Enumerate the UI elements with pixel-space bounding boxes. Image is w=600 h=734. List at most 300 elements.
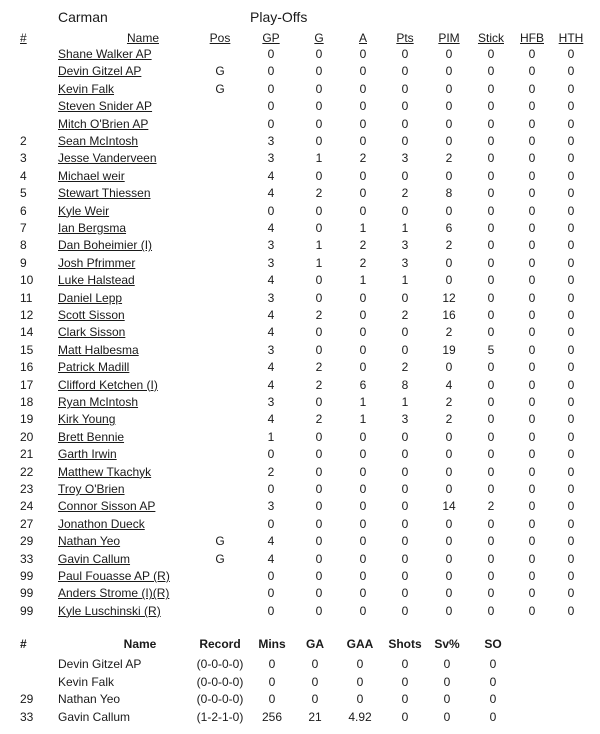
stat-pts: 0 [401,464,409,479]
stat-hth: 0 [567,447,575,462]
stat-a: 2 [359,151,367,166]
goalie-number: 29 [20,692,34,706]
stat-gp: 4 [267,186,275,201]
goalie-mins: 256 [261,709,283,724]
stat-pim: 0 [445,586,453,601]
goalie-gaa: 0 [356,657,364,671]
stat-a: 1 [359,395,367,409]
stat-pim: 16 [442,308,456,322]
goalie-header-svpct: Sv% [434,637,460,651]
stat-a: 0 [359,47,367,61]
stat-pim: 0 [445,99,453,114]
stat-pim: 0 [445,516,453,531]
stat-hfb: 0 [528,64,536,79]
stat-hfb: 0 [528,412,536,427]
player-number: 20 [20,429,34,444]
stat-hfb: 0 [528,325,536,340]
stat-hfb: 0 [528,516,536,531]
stat-gp: 4 [267,325,275,340]
stat-a: 1 [359,273,367,288]
stat-a: 2 [359,238,367,253]
stat-stick: 0 [487,447,495,462]
player-number: 12 [20,308,34,322]
stat-stick: 0 [487,134,495,148]
goalie-so: 0 [489,674,497,689]
stat-gp: 0 [267,203,275,218]
stat-pim: 0 [445,255,453,270]
player-name: Scott Sisson [58,308,125,322]
stat-hfb: 0 [528,464,536,479]
stat-a: 0 [359,516,367,531]
goalie-svpct: 0 [443,674,451,689]
stat-a: 0 [359,342,367,357]
stat-hth: 0 [567,134,575,148]
skater-header-a: A [358,31,367,45]
stat-a: 0 [359,534,367,549]
player-name: Ian Bergsma [58,221,127,235]
player-number: 17 [20,377,34,392]
stat-a: 0 [359,64,367,79]
stat-pim: 6 [445,221,453,235]
table-row [0,551,600,568]
skater-header-pos: Pos [209,31,231,45]
stat-g: 2 [315,377,323,392]
stat-pim: 0 [445,273,453,288]
stat-hth: 0 [567,360,575,375]
table-row [0,394,600,411]
table-row [0,709,600,726]
goalie-header-shots: Shots [388,637,422,651]
table-row [0,533,600,550]
stat-hfb: 0 [528,603,536,618]
stat-g: 0 [315,551,323,566]
stat-hfb: 0 [528,360,536,375]
stat-stick: 0 [487,412,495,427]
stat-a: 0 [359,168,367,183]
goalie-mins: 0 [268,692,276,706]
goalie-shots: 0 [401,692,409,706]
stat-pim: 2 [445,238,453,253]
stat-hth: 0 [567,308,575,322]
stat-g: 0 [315,81,323,96]
stat-pts: 1 [401,395,409,409]
table-row [0,307,600,324]
player-number: 22 [20,464,34,479]
goalie-record: (0-0-0-0) [196,692,244,706]
goalie-header-record: Record [199,637,241,651]
stat-pim: 0 [445,116,453,131]
stat-a: 0 [359,325,367,340]
stat-gp: 4 [267,534,275,549]
player-number: 6 [20,203,27,218]
player-name: Garth Irwin [58,447,117,462]
player-name: Matt Halbesma [58,342,139,357]
stat-hth: 0 [567,586,575,601]
player-number: 15 [20,342,34,357]
stat-hth: 0 [567,482,575,496]
stat-stick: 0 [487,395,495,409]
stat-gp: 4 [267,551,275,566]
stat-hfb: 0 [528,290,536,305]
stat-g: 0 [315,273,323,288]
stat-stick: 0 [487,482,495,496]
player-number: 24 [20,499,34,514]
player-name: Michael weir [58,168,125,183]
player-number: 19 [20,412,34,427]
stat-stick: 0 [487,586,495,601]
stat-pts: 0 [401,499,409,514]
player-number: 11 [20,290,33,305]
stat-pim: 0 [445,447,453,462]
stat-gp: 4 [267,360,275,375]
stat-pim: 0 [445,551,453,566]
stat-pts: 0 [401,429,409,444]
stat-stick: 0 [487,377,495,392]
stat-a: 0 [359,99,367,114]
stat-hfb: 0 [528,447,536,462]
stat-gp: 0 [267,447,275,462]
stat-hfb: 0 [528,116,536,131]
stat-stick: 0 [487,81,495,96]
stat-a: 0 [359,429,367,444]
stat-pts: 0 [401,134,409,148]
stat-pts: 0 [401,516,409,531]
goalie-so: 0 [489,692,497,706]
goalie-name: Devin Gitzel AP [58,657,142,671]
stat-gp: 0 [267,569,275,583]
stat-gp: 0 [267,482,275,496]
stat-a: 0 [359,308,367,322]
stat-pts: 0 [401,81,409,96]
stat-gp: 0 [267,116,275,131]
player-number: 33 [20,551,34,566]
stat-pim: 0 [445,360,453,375]
table-row [0,272,600,289]
stat-pim: 0 [445,464,453,479]
table-row [0,63,600,80]
table-row [0,377,600,394]
stat-a: 0 [359,569,367,583]
table-row [0,446,600,463]
stat-hth: 0 [567,64,575,79]
stat-pts: 1 [401,273,409,288]
stat-pim: 12 [442,290,456,305]
stat-g: 1 [315,238,323,253]
stat-gp: 4 [267,412,275,427]
stat-stick: 0 [487,221,495,235]
player-name: Steven Snider AP [58,99,153,114]
stat-hth: 0 [567,429,575,444]
team-title: Carman [58,9,108,25]
goalie-name: Gavin Callum [58,709,131,724]
stat-g: 0 [315,203,323,218]
skater-header-g: G [314,31,324,45]
stat-pts: 0 [401,534,409,549]
stat-g: 0 [315,134,323,148]
stat-hfb: 0 [528,534,536,549]
table-row [0,150,600,167]
goalie-number: 33 [20,709,34,724]
goalie-header-so: SO [484,637,502,651]
stat-hfb: 0 [528,308,536,322]
player-name: Troy O'Brien [58,482,125,496]
stat-pts: 0 [401,447,409,462]
stat-g: 0 [315,64,323,79]
stat-stick: 0 [487,360,495,375]
stat-hfb: 0 [528,255,536,270]
stat-gp: 2 [267,464,275,479]
stat-g: 0 [315,429,323,444]
stat-hth: 0 [567,342,575,357]
stat-hth: 0 [567,203,575,218]
goalie-header-num: # [20,637,27,651]
stat-hth: 0 [567,221,575,235]
stat-stick: 0 [487,255,495,270]
stat-a: 0 [359,447,367,462]
stat-gp: 3 [267,255,275,270]
stat-a: 0 [359,134,367,148]
player-number: 18 [20,395,34,409]
player-name: Matthew Tkachyk [58,464,152,479]
stat-gp: 1 [267,429,275,444]
stat-pim: 0 [445,64,453,79]
stat-gp: 0 [267,603,275,618]
stat-hfb: 0 [528,482,536,496]
player-name: Clifford Ketchen (I) [58,377,158,392]
skater-header-name: Name [126,31,159,45]
table-row [0,98,600,115]
goalie-ga: 0 [311,692,319,706]
goalie-mins: 0 [268,657,276,671]
stat-pts: 0 [401,64,409,79]
stat-g: 2 [315,308,323,322]
player-number: 23 [20,482,34,496]
stat-stick: 0 [487,64,495,79]
goalie-svpct: 0 [443,692,451,706]
stat-pim: 0 [445,603,453,618]
player-number: 3 [20,151,27,166]
goalie-ga: 21 [308,709,322,724]
player-number: 29 [20,534,34,549]
player-name: Brett Bennie [58,429,125,444]
player-name: Connor Sisson AP [58,499,156,514]
goalie-ga: 0 [311,674,319,689]
stat-pim: 4 [445,377,453,392]
skater-header-hth: HTH [558,31,584,45]
stat-g: 1 [315,151,323,166]
player-number: 99 [20,569,34,583]
player-pos: G [215,534,225,549]
stat-hth: 0 [567,325,575,340]
player-name: Paul Fouasse AP (R) [58,569,170,583]
skater-header-pim: PIM [438,31,460,45]
player-name: Kyle Weir [58,203,110,218]
stat-pim: 0 [445,569,453,583]
stat-gp: 3 [267,342,275,357]
stat-g: 0 [315,221,323,235]
stat-pim: 0 [445,482,453,496]
stat-g: 0 [315,499,323,514]
skater-header-gp: GP [262,31,280,45]
stat-pts: 0 [401,116,409,131]
stat-stick: 0 [487,238,495,253]
table-row [0,691,600,708]
stat-hfb: 0 [528,221,536,235]
stat-stick: 0 [487,308,495,322]
stat-a: 1 [359,221,367,235]
stat-hfb: 0 [528,134,536,148]
stat-pts: 1 [401,221,409,235]
goalie-header-ga: GA [306,637,324,651]
goalie-gaa: 0 [356,674,364,689]
player-name: Mitch O'Brien AP [58,116,149,131]
table-row [0,46,600,63]
stat-hth: 0 [567,168,575,183]
stat-pim: 19 [442,342,456,357]
stat-gp: 4 [267,273,275,288]
stat-stick: 0 [487,429,495,444]
stat-a: 0 [359,360,367,375]
player-name: Anders Strome (I)(R) [58,586,170,601]
stat-hth: 0 [567,186,575,201]
stat-g: 1 [315,255,323,270]
stat-pim: 2 [445,412,453,427]
stat-gp: 0 [267,64,275,79]
stat-gp: 3 [267,290,275,305]
stat-pts: 2 [401,308,409,322]
stat-g: 0 [315,116,323,131]
stat-hth: 0 [567,47,575,61]
stat-hfb: 0 [528,499,536,514]
stat-hth: 0 [567,290,575,305]
stat-hfb: 0 [528,551,536,566]
stat-pim: 2 [445,151,453,166]
stat-hth: 0 [567,534,575,549]
stat-gp: 0 [267,47,275,61]
stat-a: 0 [359,551,367,566]
table-row [0,464,600,481]
table-row [0,255,600,272]
stat-a: 0 [359,499,367,514]
table-row [0,411,600,428]
player-name: Kevin Falk [58,81,115,96]
table-row [0,498,600,515]
stat-a: 0 [359,81,367,96]
table-row [0,429,600,446]
table-row [0,81,600,98]
goalie-record: (1-2-1-0) [196,709,244,724]
stat-pts: 2 [401,186,409,201]
stat-stick: 0 [487,569,495,583]
goalie-header-gaa: GAA [346,637,374,651]
goalie-svpct: 0 [443,709,451,724]
goalie-shots: 0 [401,674,409,689]
stat-stick: 0 [487,534,495,549]
player-name: Stewart Thiessen [58,186,151,201]
player-name: Dan Boheimier (I) [58,238,153,253]
stat-pts: 8 [401,377,409,392]
table-row [0,324,600,341]
goalie-svpct: 0 [443,657,451,671]
goalie-so: 0 [489,709,497,724]
stat-pts: 2 [401,360,409,375]
stat-pts: 0 [401,99,409,114]
stat-a: 6 [359,377,367,392]
stat-hth: 0 [567,116,575,131]
table-row [0,168,600,185]
table-row [0,568,600,585]
stat-hth: 0 [567,551,575,566]
player-number: 27 [20,516,34,531]
goalie-header-name: Name [123,637,157,651]
player-name: Kirk Young [58,412,116,427]
stat-hth: 0 [567,151,575,166]
stat-hth: 0 [567,412,575,427]
goalie-gaa: 0 [356,692,364,706]
stat-a: 0 [359,116,367,131]
player-number: 10 [20,273,34,288]
player-number: 2 [20,134,27,148]
stat-pim: 2 [445,325,453,340]
stat-a: 0 [359,290,367,305]
stat-stick: 0 [487,273,495,288]
stat-g: 2 [315,186,323,201]
stat-hth: 0 [567,81,575,96]
stat-hfb: 0 [528,429,536,444]
player-pos: G [215,64,225,79]
player-name: Devin Gitzel AP [58,64,142,79]
table-row [0,359,600,376]
stat-pts: 3 [401,255,409,270]
stat-pim: 8 [445,186,453,201]
stat-g: 2 [315,412,323,427]
stat-g: 0 [315,586,323,601]
stat-gp: 0 [267,516,275,531]
stat-hfb: 0 [528,377,536,392]
skater-header-pts: Pts [396,31,414,45]
stat-stick: 0 [487,47,495,61]
goalie-shots: 0 [401,709,409,724]
player-name: Jonathon Dueck [58,516,145,531]
stat-g: 0 [315,482,323,496]
stat-g: 2 [315,360,323,375]
stat-hth: 0 [567,377,575,392]
goalie-mins: 0 [268,674,276,689]
player-number: 99 [20,586,34,601]
stat-a: 0 [359,603,367,618]
stat-pim: 2 [445,395,453,409]
goalie-ga: 0 [311,657,319,671]
player-name: Sean McIntosh [58,134,139,148]
player-number: 8 [20,238,27,253]
stat-stick: 0 [487,290,495,305]
player-number: 14 [20,325,34,340]
stat-hfb: 0 [528,395,536,409]
stat-a: 2 [359,255,367,270]
stat-a: 0 [359,186,367,201]
stat-hth: 0 [567,273,575,288]
table-row [0,674,600,691]
stat-hfb: 0 [528,586,536,601]
skater-header-hfb: HFB [520,31,544,45]
stat-gp: 3 [267,238,275,253]
stat-hfb: 0 [528,342,536,357]
player-number: 5 [20,186,27,201]
table-row [0,481,600,498]
stat-stick: 0 [487,551,495,566]
goalie-gaa: 4.92 [348,709,372,724]
stat-pts: 0 [401,482,409,496]
